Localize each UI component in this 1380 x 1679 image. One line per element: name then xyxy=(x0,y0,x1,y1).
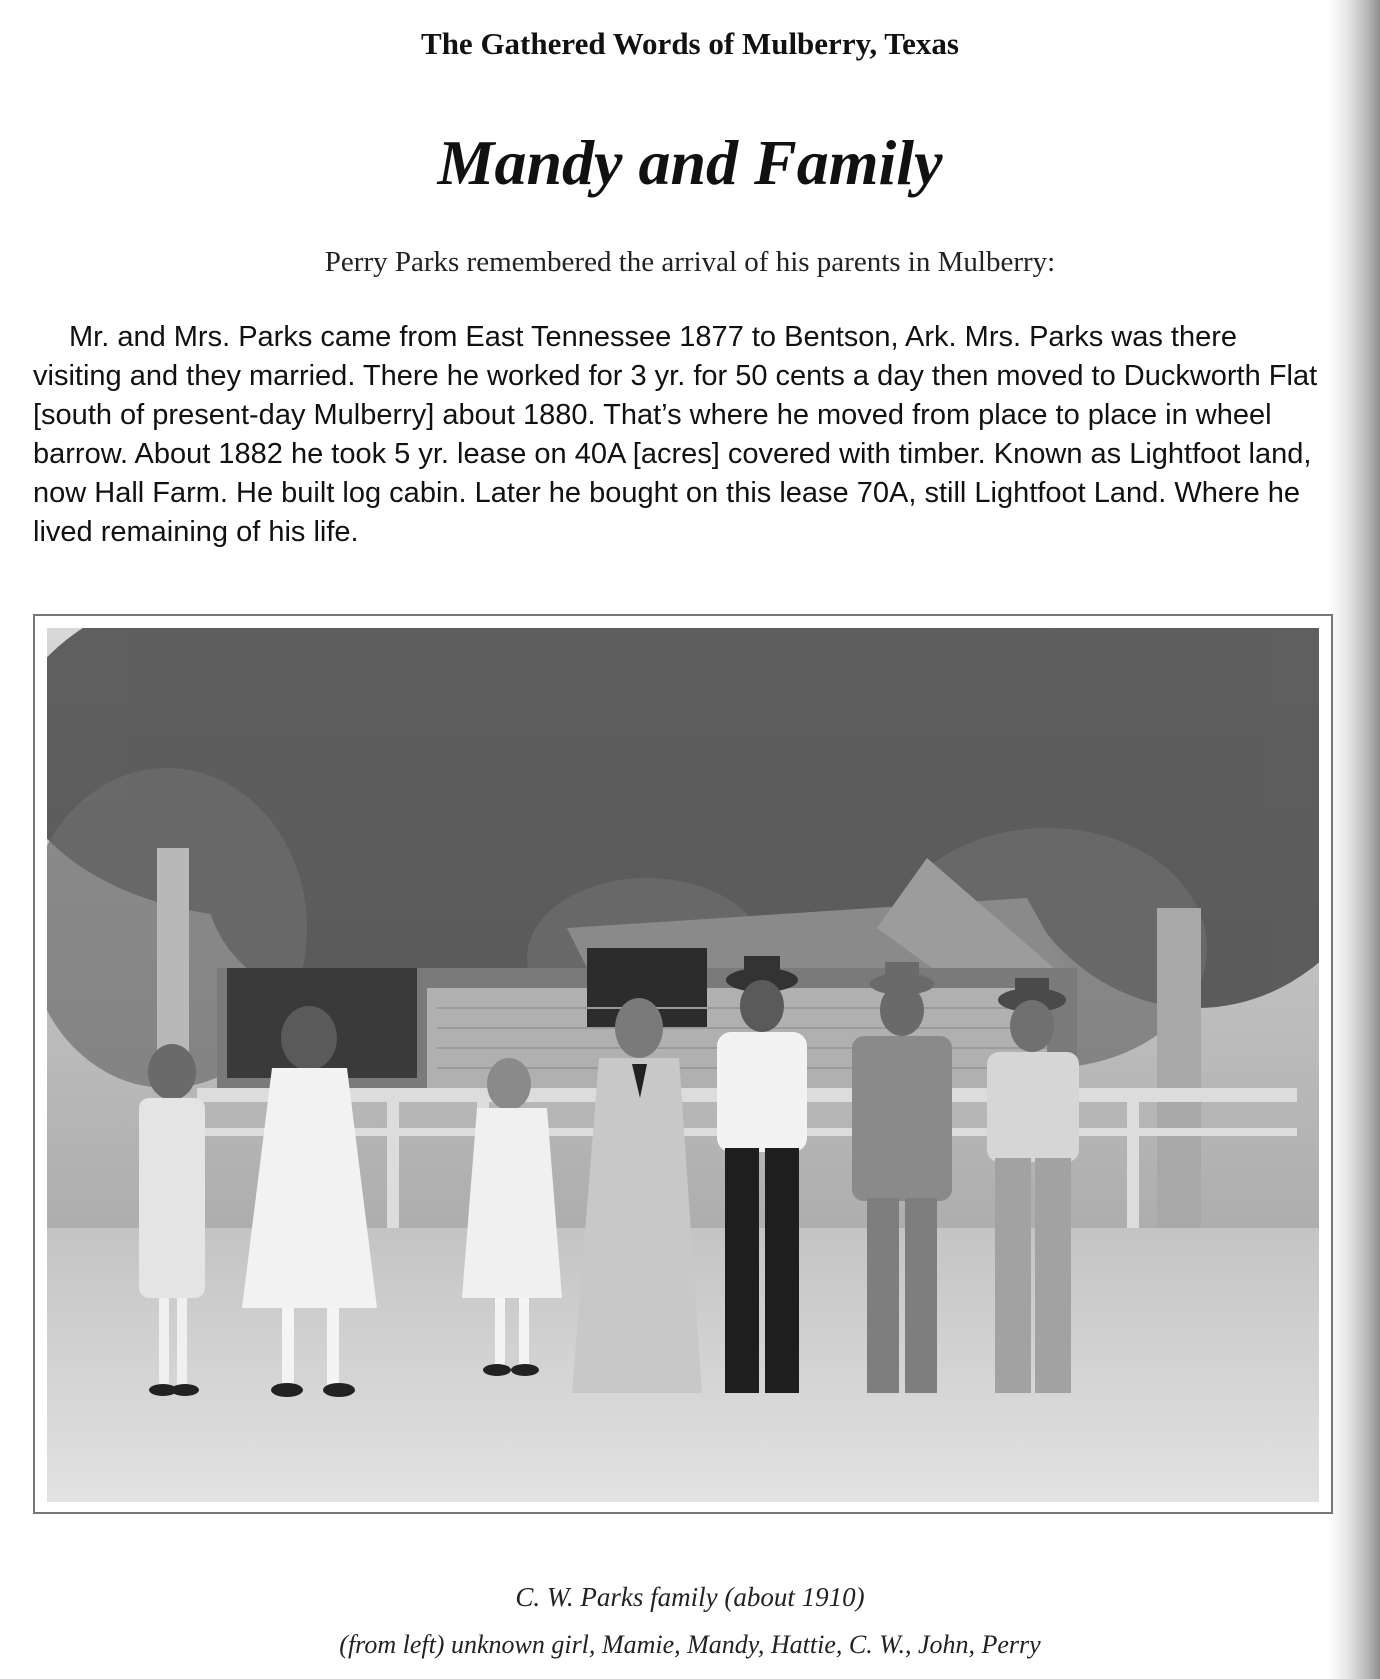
photo-frame xyxy=(33,614,1333,1514)
page-title: Mandy and Family xyxy=(437,127,943,198)
photo-caption: C. W. Parks family (about 1910) xyxy=(515,1582,865,1612)
quote-paragraph: Mr. and Mrs. Parks came from East Tennessee 1877 to Bentson, Ark. Mrs. Parks was there visiting and they married. There he worked for 3 yr. for 50 cents a day then moved to Duckworth Flat [south of present-day Mulberry] about 1880. That’s where he moved from place to place in wheel barrow. About 1882 he took 5 yr. lease on 40A [acres] covered with timber. Known as Lightfoot land, now Hall Farm. He built log cabin. Later he bought on this lease 70A, still Lightfoot Land. Where he lived remaining of his life. xyxy=(33,321,1318,548)
intro-line: Perry Parks remembered the arrival of his parents in Mulberry: xyxy=(324,246,1056,278)
running-head: The Gathered Words of Mulberry, Texas xyxy=(421,26,959,61)
photo-caption-names: (from left) unknown girl, Mamie, Mandy, Hattie, C. W., John, Perry xyxy=(339,1630,1041,1659)
family-photograph xyxy=(47,628,1319,1502)
